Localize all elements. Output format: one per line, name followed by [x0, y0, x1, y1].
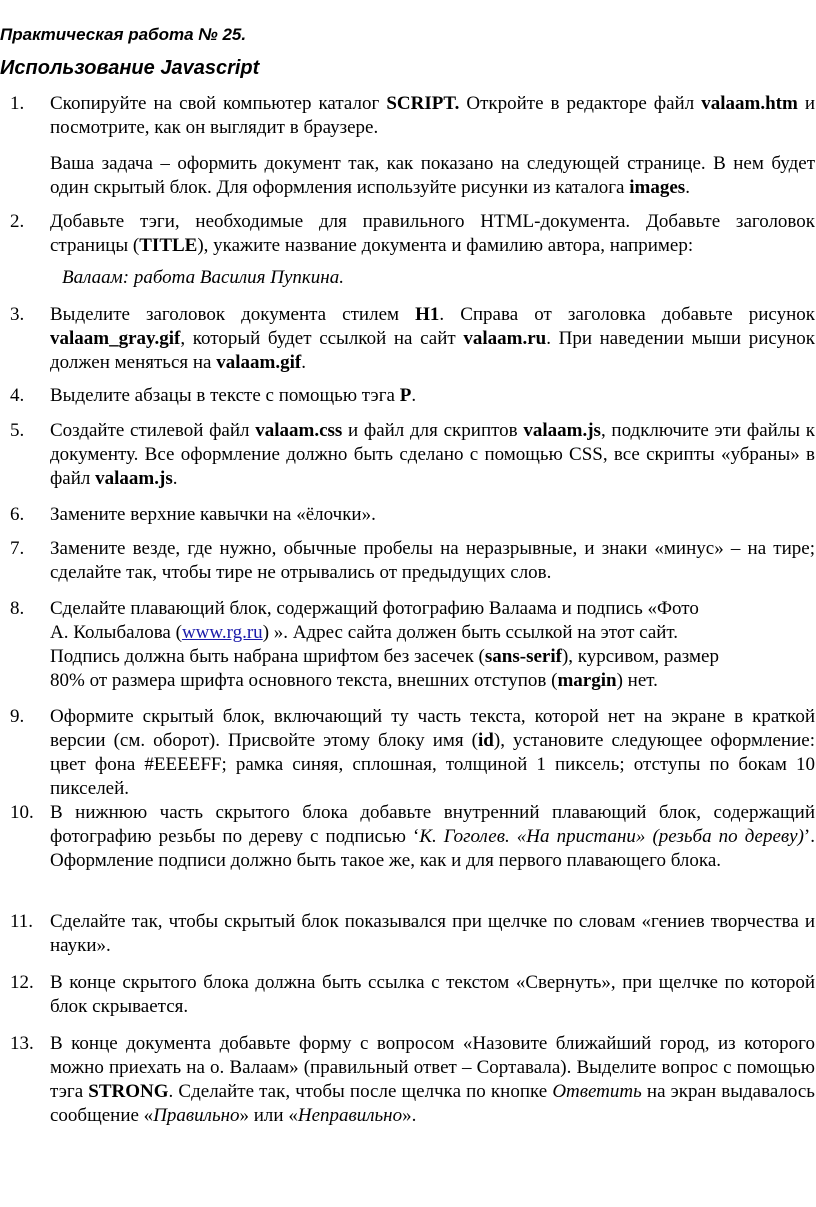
item-paragraph	[50, 303, 815, 375]
text-run: Создайте стилевой файл	[50, 420, 256, 441]
bold-term: id	[478, 730, 494, 751]
text-run: ’. Оформление подписи должно быть такое же, как и для первого плавающего блока.	[50, 826, 815, 871]
item-number: 7.	[10, 538, 25, 559]
item-paragraph	[50, 503, 815, 527]
work-number-title: Практическая работа № 25.	[0, 25, 247, 44]
text-run: Подпись должна быть набрана шрифтом без засечек (	[50, 646, 485, 667]
text-run: , который будет ссылкой на сайт	[180, 328, 464, 349]
item-number: 2.	[10, 211, 25, 232]
text-run: ».	[402, 1105, 417, 1126]
bold-term: H1	[415, 304, 440, 325]
bold-term: valaam.js	[95, 468, 173, 489]
item-text	[50, 210, 815, 258]
item-text	[50, 597, 815, 693]
text-run: А. Колыбалова (	[50, 622, 182, 643]
text-run: В нижнюю часть скрытого блока добавьте внутренний плавающий блок, содержащий фотографию резьбы по дереву с подписью ‘	[50, 802, 815, 847]
item-paragraph	[50, 210, 815, 258]
text-run: .	[685, 177, 690, 198]
item-text	[50, 971, 815, 1019]
item-number: 10.	[10, 802, 34, 823]
item-paragraph	[50, 705, 815, 801]
item-number: 13.	[10, 1033, 34, 1054]
item-number: 9.	[10, 706, 25, 727]
item-text	[50, 503, 815, 527]
item-number: 11.	[10, 911, 34, 932]
bold-term: P	[399, 385, 412, 406]
bold-term: images	[629, 177, 686, 198]
text-run: .	[411, 385, 417, 406]
text-run: Выделите заголовок документа стилем	[50, 304, 416, 325]
item-number: 3.	[10, 304, 25, 325]
text-run: ) нет.	[616, 670, 658, 691]
item-paragraph	[50, 92, 815, 140]
text-run: и файл для скриптов	[342, 420, 524, 441]
bold-term: valaam_gray.gif	[50, 328, 181, 349]
example-title: Валаам: работа Василия Пупкина.	[62, 267, 344, 288]
text-run: Оформите скрытый блок, включающий ту часть текста, которой нет на экране в краткой версии (см. оборот). Присвойте этому блоку имя (	[50, 706, 815, 751]
item-number: 12.	[10, 972, 34, 993]
site-link[interactable]: www.rg.ru	[181, 622, 263, 643]
item-paragraph	[50, 910, 815, 958]
text-run: ) ». Адрес сайта должен быть ссылкой на этот сайт.	[262, 622, 679, 643]
item-paragraph	[50, 537, 815, 585]
text-run: ), курсивом, размер	[561, 646, 719, 667]
bold-term: margin	[557, 670, 617, 691]
bold-term: SCRIPT.	[386, 93, 460, 114]
item-text	[50, 537, 815, 585]
bold-term: valaam.ru	[463, 328, 547, 349]
bold-term: valaam.css	[255, 420, 343, 441]
text-run: . При наведении мыши рисунок должен меняться на	[50, 328, 815, 373]
text-run: и посмотрите, как он выглядит в браузере.	[50, 93, 815, 138]
item-number: 5.	[10, 420, 25, 441]
item-text	[50, 910, 815, 958]
bold-term: valaam.js	[523, 420, 601, 441]
text-run: Сделайте плавающий блок, содержащий фотографию Валаама и подпись «Фото	[50, 598, 699, 619]
bold-term: TITLE	[139, 235, 198, 256]
item-text	[50, 801, 815, 873]
item-paragraph-2	[50, 152, 815, 200]
text-run: Замените везде, где нужно, обычные пробелы на неразрывные, и знаки «минус» – на тире; сделайте так, чтобы тире не отрывались от предыдущих слов.	[50, 538, 815, 583]
text-run: В конце скрытого блока должна быть ссылка с текстом «Свернуть», при щелчке по которой блок скрывается.	[50, 972, 815, 1017]
item-number: 1.	[10, 93, 25, 114]
item-text	[50, 1032, 815, 1128]
item-text	[50, 303, 815, 375]
text-run: Добавьте тэги, необходимые для правильного HTML-документа. Добавьте заголовок страницы (	[50, 211, 815, 256]
item-paragraph	[50, 801, 815, 873]
work-topic-title: Использование Javascript	[0, 57, 260, 79]
item-number: 6.	[10, 504, 25, 525]
item-text	[50, 384, 815, 408]
item-number: 4.	[10, 385, 25, 406]
text-run: 80% от размера шрифта основного текста, внешних отступов (	[50, 670, 558, 691]
text-run: » или «	[239, 1105, 298, 1126]
italic-text: Неправильно	[297, 1105, 403, 1126]
text-run: . Справа от заголовка добавьте рисунок	[439, 304, 815, 325]
item-paragraph	[50, 597, 815, 693]
item-paragraph	[50, 384, 815, 408]
text-run: .	[301, 352, 306, 373]
text-run: .	[172, 468, 178, 489]
text-run: Замените верхние кавычки на «ёлочки».	[50, 504, 376, 525]
text-run: Ваша задача – оформить документ так, как показано на следующей странице. В нем будет один скрытый блок. Для оформления используйте рисунки из каталога	[50, 153, 815, 198]
text-run: Откройте в редакторе файл	[459, 93, 702, 114]
text-run: Сделайте так, чтобы скрытый блок показывался при щелчке по словам «гениев творчества и науки».	[50, 911, 815, 956]
text-run: , подключите эти файлы к документу. Все оформление должно быть сделано с помощью CSS, все скрипты «убраны» в файл	[50, 420, 815, 489]
item-text	[50, 92, 815, 200]
bold-term: STRONG	[88, 1081, 169, 1102]
bold-term: valaam.htm	[701, 93, 798, 114]
text-run: . Сделайте так, чтобы после щелчка по кнопке	[168, 1081, 553, 1102]
text-run: Выделите абзацы в тексте с помощью тэга	[50, 385, 400, 406]
italic-text: Ответить	[552, 1081, 642, 1102]
item-paragraph	[50, 1032, 815, 1128]
item-number: 8.	[10, 598, 25, 619]
italic-text: К. Гоголев. «На пристани» (резьба по дереву)	[419, 826, 804, 847]
bold-term: sans-serif	[484, 646, 562, 667]
bold-term: valaam.gif	[216, 352, 302, 373]
text-run: ), укажите название документа и фамилию автора, например:	[197, 235, 694, 256]
text-run: на экран выдавалось сообщение «	[50, 1081, 815, 1126]
item-paragraph	[50, 971, 815, 1019]
text-run: Скопируйте на свой компьютер каталог	[50, 93, 387, 114]
item-text	[50, 419, 815, 491]
item-text	[50, 705, 815, 801]
text-run: ), установите следующее оформление: цвет фона #EEEEFF; рамка синяя, сплошная, толщиной 1 пиксель; отступы по бокам 10 пикселей.	[50, 730, 815, 799]
item-paragraph	[50, 419, 815, 491]
text-run: В конце документа добавьте форму с вопросом «Назовите ближайший город, из которого можно приехать на о. Валаам» (правильный ответ – Сортавала). Выделите вопрос с помощью тэга	[50, 1033, 815, 1102]
italic-text: Правильно	[153, 1105, 240, 1126]
